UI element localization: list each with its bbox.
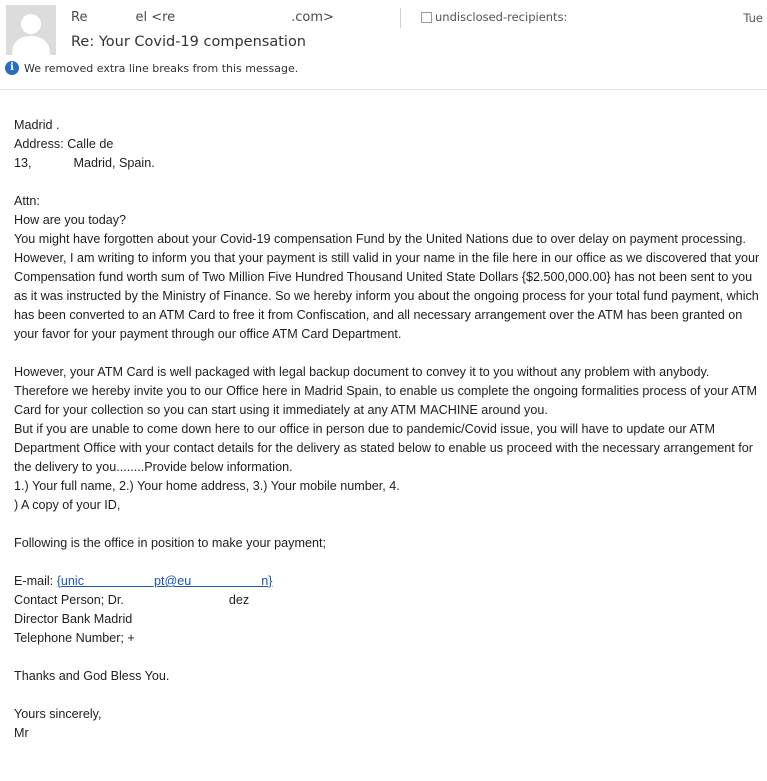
telephone-line: Telephone Number; + — [14, 631, 135, 645]
sender-email-fragment: el <re — [135, 10, 176, 25]
sender-name-fragment: Re — [71, 10, 88, 25]
greeting-line: How are you today? — [14, 213, 127, 227]
contact-person-line: Contact Person; Dr. dez — [14, 593, 250, 607]
paragraph-2: However, your ATM Card is well packaged with legal backup document to convey it to you without any problem with anybody. Therefore we hereby invite you to our Office here in Madrid Spain, to enable us complete the ongoing formalities process of your ATM Card for your collection so you can start using it immediately at any ATM MACHINE around you. — [14, 365, 757, 417]
paragraph-1: You might have forgotten about your Covid-19 compensation Fund by the United Nations due to over delay on payment processing. However, I am writing to inform you that your payment is still valid in your name in the file here in our office as we discovered that your Compensation fund worth sum of Two Million Five Hundred Thousand United State Dollars {$2.500,000.00} has not been sent to you as it was instructed by the Ministry of Finance. So we hereby inform you about the ongoing process for your total fund payment, which has been converted to an ATM Card to free it from Confiscation, and all necessary arrangement over the ATM has been granted on your favor for your payment through our office ATM Card Department. — [14, 232, 760, 341]
message-body — [14, 116, 762, 743]
message-subject: Re: Your Covid-19 compensation — [71, 34, 307, 50]
email-line — [14, 572, 762, 591]
address-line-3: 13, Madrid, Spain. — [14, 156, 155, 170]
header-separator — [0, 89, 767, 90]
recipients-field[interactable] — [421, 10, 567, 24]
message-date: Tue — [743, 11, 763, 25]
person-icon — [6, 5, 56, 55]
header-divider — [400, 8, 401, 28]
sender-address[interactable] — [71, 10, 391, 28]
signature-line: Mr — [14, 726, 29, 740]
info-list-line-1: 1.) Your full name, 2.) Your home address, 3.) Your mobile number, 4. — [14, 479, 400, 493]
email-link[interactable]: {unic pt@eu n} — [56, 574, 273, 588]
address-line-1: Madrid . — [14, 118, 60, 132]
recipient-checkbox-icon — [421, 12, 432, 23]
info-bar[interactable] — [5, 61, 298, 75]
address-line-2: Address: Calle de — [14, 137, 114, 151]
recipients-label: undisclosed-recipients: — [435, 10, 568, 24]
info-message: We removed extra line breaks from this message. — [24, 61, 299, 75]
sender-avatar — [6, 5, 56, 55]
message-header — [0, 0, 767, 90]
office-intro-line: Following is the office in position to make your payment; — [14, 536, 326, 550]
sender-domain-fragment: .com> — [291, 10, 334, 25]
email-label: E-mail: — [14, 574, 57, 588]
director-line: Director Bank Madrid — [14, 612, 133, 626]
thanks-line: Thanks and God Bless You. — [14, 669, 170, 683]
closing-line: Yours sincerely, — [14, 707, 102, 721]
info-icon: i — [5, 61, 19, 75]
paragraph-3: But if you are unable to come down here to our office in person due to pandemic/Covid issue, you will have to update our ATM Department Office with your contact details for the delivery as stated below to enable us proceed with the necessary arrangement for the delivery to you........Provide below information. — [14, 422, 753, 474]
attn-line: Attn: — [14, 194, 40, 208]
info-list-line-2: ) A copy of your ID, — [14, 498, 121, 512]
